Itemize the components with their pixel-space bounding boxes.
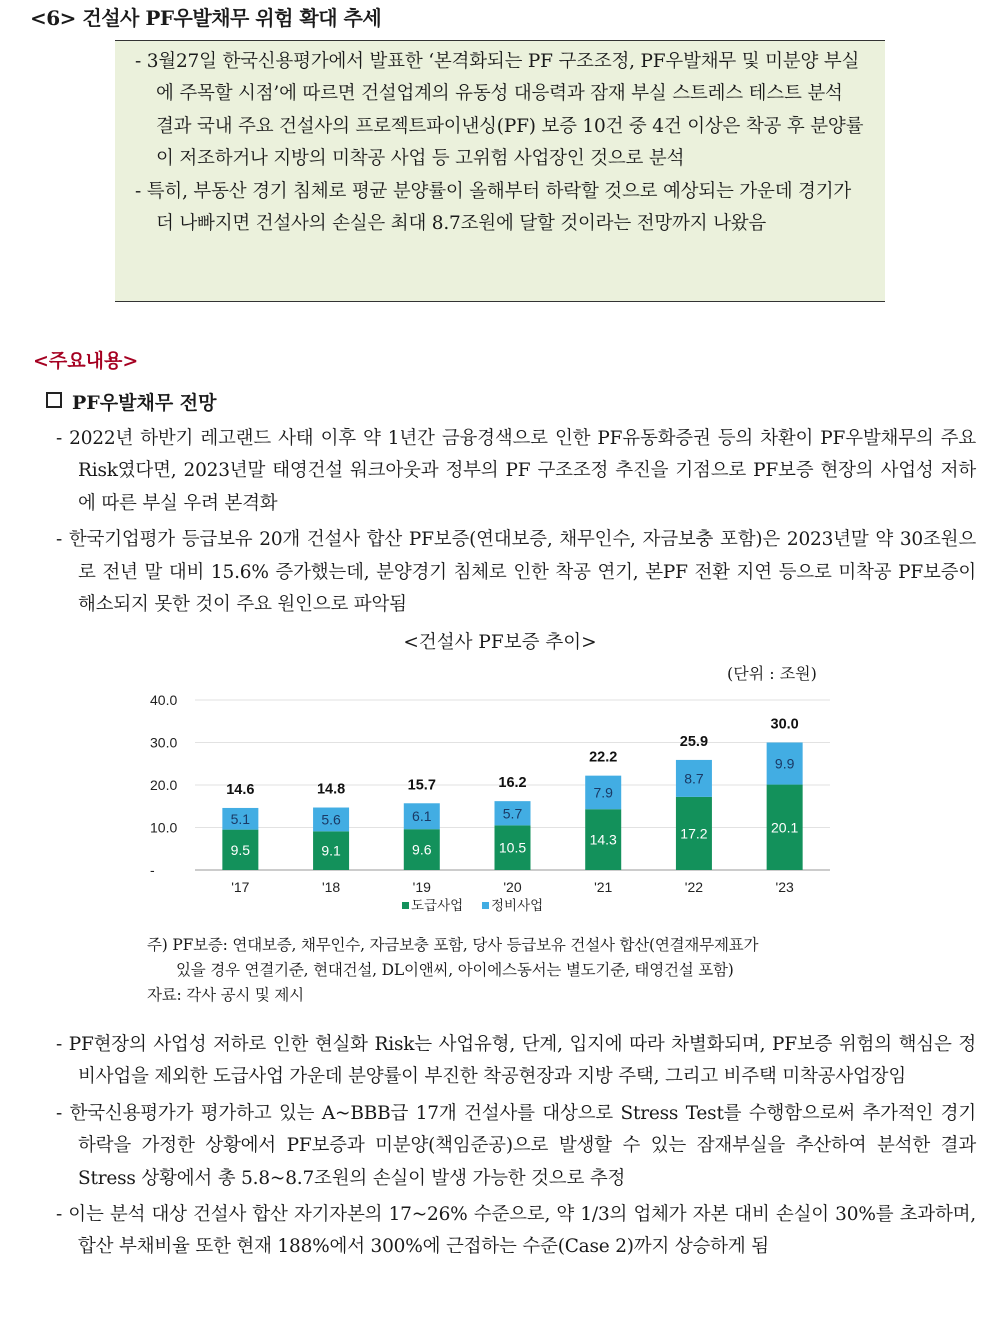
data-label: 6.1: [412, 808, 432, 825]
chart-caption: <건설사 PF보증 추이>: [403, 632, 597, 653]
stacked-bar-chart: [140, 688, 860, 920]
subheading-text: PF우발채무 전망: [72, 392, 217, 414]
data-label: 9.5: [230, 841, 251, 858]
total-label: 16.2: [498, 775, 527, 792]
y-tick-label: -: [150, 862, 155, 878]
total-label: 25.9: [679, 733, 709, 750]
square-bullet-icon: [46, 392, 62, 408]
data-label: 17.2: [680, 825, 708, 842]
x-tick-label: '19: [412, 879, 431, 895]
legend-swatch: [402, 902, 409, 909]
legend-swatch: [482, 902, 489, 909]
y-tick-label: 40.0: [150, 692, 178, 708]
total-label: 15.7: [407, 777, 436, 794]
y-tick-label: 20.0: [150, 777, 178, 793]
x-tick-label: '20: [503, 879, 522, 895]
bullet-item: - PF현장의 사업성 저하로 인한 현실화 Risk는 사업유형, 단계, 입지에 따라 차별화되며, PF보증 위험의 핵심은 정비사업을 제외한 도급사업 가운데 분양률이 부진한 착공현장과 지방 주택, 그리고 비주택 미착공사업장임: [56, 1034, 976, 1088]
data-label: 8.7: [684, 770, 704, 787]
bullet-list-top: [56, 423, 976, 625]
data-label: 7.9: [593, 784, 613, 801]
legend-label: 도급사업: [411, 898, 464, 913]
summary-item: - 특히, 부동산 경기 침체로 평균 분양률이 올해부터 하락할 것으로 예상되는 가운데 경기가 더 나빠지면 건설사의 손실은 최대 8.7조원에 달할 것이라는 전망까지 나왔음: [135, 180, 852, 235]
note-line: 주) PF보증: 연대보증, 채무인수, 자금보충 포함, 당사 등급보유 건설사 합산(연결재무제표가: [147, 936, 759, 954]
x-tick-label: '21: [594, 879, 613, 895]
bullet-item: - 한국신용평가가 평가하고 있는 A~BBB급 17개 건설사를 대상으로 Stress Test를 수행함으로써 추가적인 경기 하락을 가정한 상황에서 PF보증과 미분양(책임준공)으로 발생할 수 있는 잠재부실을 추산하여 분석한 결과 Stress 상황에서 총 5.8~8.7조원의 손실이 발생 가능한 것으로 추정: [56, 1102, 976, 1189]
legend-label: 정비사업: [491, 898, 544, 913]
x-tick-label: '18: [321, 879, 341, 895]
subheading: [46, 388, 217, 415]
source-line: 자료: 각사 공시 및 제시: [147, 986, 304, 1004]
data-label: 9.1: [321, 842, 341, 859]
data-label: 9.6: [412, 841, 432, 858]
x-tick-label: '22: [684, 879, 704, 895]
total-label: 14.8: [316, 781, 346, 798]
section-heading: <주요내용>: [33, 350, 139, 372]
y-tick-label: 30.0: [150, 734, 178, 751]
data-label: 5.7: [502, 805, 523, 822]
data-label: 20.1: [771, 819, 799, 836]
data-label: 5.1: [230, 810, 251, 827]
total-label: 22.2: [589, 749, 618, 766]
summary-item: - 3월27일 한국신용평가에서 발표한 ‘본격화되는 PF 구조조정, PF우발채무 및 미분양 부실에 주목할 시점’에 따르면 건설업계의 유동성 대응력과 잠재 부실 스트레스 테스트 분석 결과 국내 주요 건설사의 프로젝트파이낸싱(PF) 보증 10건 중 4건 이상은 착공 후 분양률이 저조하거나 지방의 미착공 사업 등 고위험 사업장인 것으로 분석: [135, 51, 864, 170]
data-label: 10.5: [498, 839, 527, 856]
bullet-item: - 한국기업평가 등급보유 20개 건설사 합산 PF보증(연대보증, 채무인수, 자금보충 포함)은 2023년말 약 30조원으로 전년 말 대비 15.6% 증가했는데, 분양경기 침체로 인한 착공 연기, 본PF 전환 지연 등으로 미착공 PF보증이 해소되지 못한 것이 주요 원인으로 파악됨: [56, 529, 976, 616]
y-tick-label: 10.0: [150, 819, 178, 836]
data-label: 9.9: [774, 755, 795, 772]
data-label: 14.3: [589, 831, 617, 848]
bullet-item: - 2022년 하반기 레고랜드 사태 이후 약 1년간 금융경색으로 인한 PF유동화증권 등의 차환이 PF우발채무의 주요 Risk였다면, 2023년말 태영건설 워크아웃과 정부의 PF 구조조정 추진을 기점으로 PF보증 현장의 사업성 저하에 따른 부실 우려 본격화: [56, 428, 976, 514]
page-title: <6> 건설사 PF우발채무 위험 확대 추세: [30, 6, 382, 30]
total-label: 14.6: [226, 781, 255, 798]
note-line: 있을 경우 연결기준, 현대건설, DL이앤씨, 아이에스동서는 별도기준, 태영건설 포함): [176, 961, 734, 979]
chart-unit: (단위 : 조원): [727, 664, 817, 683]
data-label: 5.6: [321, 811, 341, 828]
x-tick-label: '23: [775, 879, 794, 895]
bullet-list-bottom: [56, 1029, 976, 1268]
bullet-item: - 이는 분석 대상 건설사 합산 자기자본의 17~26% 수준으로, 약 1/3의 업체가 자본 대비 손실이 30%를 초과하며, 합산 부채비율 또한 현재 188%에서 300%에 근접하는 수준(Case 2)까지 상승하게 됨: [56, 1204, 976, 1258]
summary-box: [115, 40, 885, 302]
x-tick-label: '17: [231, 879, 250, 895]
chart-note: [147, 933, 758, 1008]
total-label: 30.0: [770, 716, 799, 733]
